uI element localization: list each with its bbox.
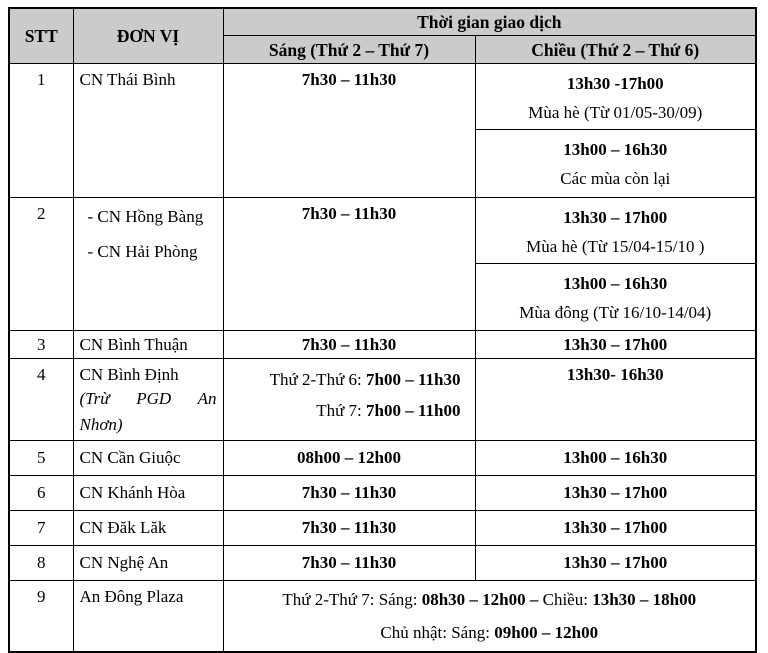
transaction-hours-document	[8, 7, 755, 653]
table-row	[9, 546, 756, 581]
row4-unit-cell	[73, 359, 223, 441]
unit-item: - CN Hải Phòng	[87, 242, 198, 261]
row5-stt-cell: 5	[9, 441, 73, 476]
sunday-schedule-line	[230, 616, 750, 649]
row1-morning-cell: 7h30 – 11h30	[223, 64, 475, 198]
unit-exception-note: (Trừ PGD An Nhơn)	[79, 389, 217, 434]
afternoon-time: 13h00 – 16h30	[563, 140, 668, 159]
table-row	[9, 581, 756, 653]
table-row	[9, 476, 756, 511]
header-morning: Sáng (Thứ 2 – Thứ 7)	[223, 36, 475, 64]
row5-unit-cell: CN Cần Giuộc	[73, 441, 223, 476]
header-unit: ĐƠN VỊ	[73, 8, 223, 64]
row2-morning-cell: 7h30 – 11h30	[223, 198, 475, 331]
weekday-schedule-line	[230, 583, 750, 616]
schedule-label: Chiều:	[542, 590, 593, 609]
row9-schedule-cell	[223, 581, 756, 653]
row8-morning-cell: 7h30 – 11h30	[223, 546, 475, 581]
row5-morning-cell: 08h00 – 12h00	[223, 441, 475, 476]
row6-morning-cell: 7h30 – 11h30	[223, 476, 475, 511]
row6-afternoon-cell: 13h30 – 17h00	[475, 476, 756, 511]
day-range-label: Thứ 2-Thứ 6:	[269, 370, 367, 389]
schedule-label: Thứ 2-Thứ 7: Sáng:	[282, 590, 422, 609]
row8-stt-cell: 8	[9, 546, 73, 581]
day-range-label: Thứ 7:	[316, 401, 367, 420]
morning-weekday-line	[230, 364, 461, 395]
morning-time: 09h00 – 12h00	[494, 623, 599, 642]
table-row	[9, 331, 756, 359]
afternoon-season-note: Mùa hè (Từ 15/04-15/10 )	[526, 237, 705, 256]
row7-afternoon-cell: 13h30 – 17h00	[475, 511, 756, 546]
afternoon-season-note: Các mùa còn lại	[560, 169, 671, 188]
morning-time: 08h30 – 12h00	[421, 590, 526, 609]
afternoon-season-note: Mùa đông (Từ 16/10-14/04)	[519, 303, 712, 322]
transaction-hours-table	[8, 7, 757, 653]
afternoon-time: 13h30 -17h00	[566, 74, 664, 93]
afternoon-season-note: Mùa hè (Từ 01/05-30/09)	[528, 103, 703, 122]
morning-saturday-line	[230, 395, 461, 426]
row3-morning-cell: 7h30 – 11h30	[223, 331, 475, 359]
row4-morning-cell	[223, 359, 475, 441]
row6-stt-cell: 6	[9, 476, 73, 511]
row2-afternoon-winter-cell	[475, 264, 756, 331]
table-row	[9, 511, 756, 546]
morning-time: 7h00 – 11h30	[366, 370, 461, 389]
row7-unit-cell: CN Đăk Lăk	[73, 511, 223, 546]
afternoon-time: 13h30 – 18h00	[592, 590, 697, 609]
row6-unit-cell: CN Khánh Hòa	[73, 476, 223, 511]
table-row	[9, 198, 756, 264]
row4-stt-cell: 4	[9, 359, 73, 441]
row9-unit-cell: An Đông Plaza	[73, 581, 223, 653]
row7-stt-cell: 7	[9, 511, 73, 546]
row3-unit-cell: CN Bình Thuận	[73, 331, 223, 359]
row1-stt-cell: 1	[9, 64, 73, 198]
schedule-label: Chủ nhật: Sáng:	[380, 623, 495, 642]
table-row	[9, 64, 756, 130]
row9-stt-cell: 9	[9, 581, 73, 653]
row7-morning-cell: 7h30 – 11h30	[223, 511, 475, 546]
row2-afternoon-summer-cell	[475, 198, 756, 264]
afternoon-time: 13h30 – 17h00	[563, 208, 668, 227]
row3-stt-cell: 3	[9, 331, 73, 359]
row8-afternoon-cell: 13h30 – 17h00	[475, 546, 756, 581]
morning-time: 7h00 – 11h00	[366, 401, 461, 420]
row3-afternoon-cell: 13h30 – 17h00	[475, 331, 756, 359]
row1-afternoon-summer-cell	[475, 64, 756, 130]
row1-afternoon-other-cell	[475, 130, 756, 198]
row2-stt-cell: 2	[9, 198, 73, 331]
unit-name: CN Bình Định	[79, 365, 179, 384]
header-stt: STT	[9, 8, 73, 64]
table-row	[9, 441, 756, 476]
afternoon-time: 13h00 – 16h30	[563, 274, 668, 293]
schedule-separator: –	[525, 590, 543, 609]
table-row	[9, 359, 756, 441]
header-row-1	[9, 8, 756, 36]
row2-unit-cell	[73, 198, 223, 331]
row8-unit-cell: CN Nghệ An	[73, 546, 223, 581]
unit-item: - CN Hồng Bàng	[87, 207, 204, 226]
row1-unit-cell: CN Thái Bình	[73, 64, 223, 198]
row4-afternoon-cell: 13h30- 16h30	[475, 359, 756, 441]
header-time-group: Thời gian giao dịch	[223, 8, 756, 36]
row5-afternoon-cell: 13h00 – 16h30	[475, 441, 756, 476]
header-afternoon: Chiều (Thứ 2 – Thứ 6)	[475, 36, 756, 64]
